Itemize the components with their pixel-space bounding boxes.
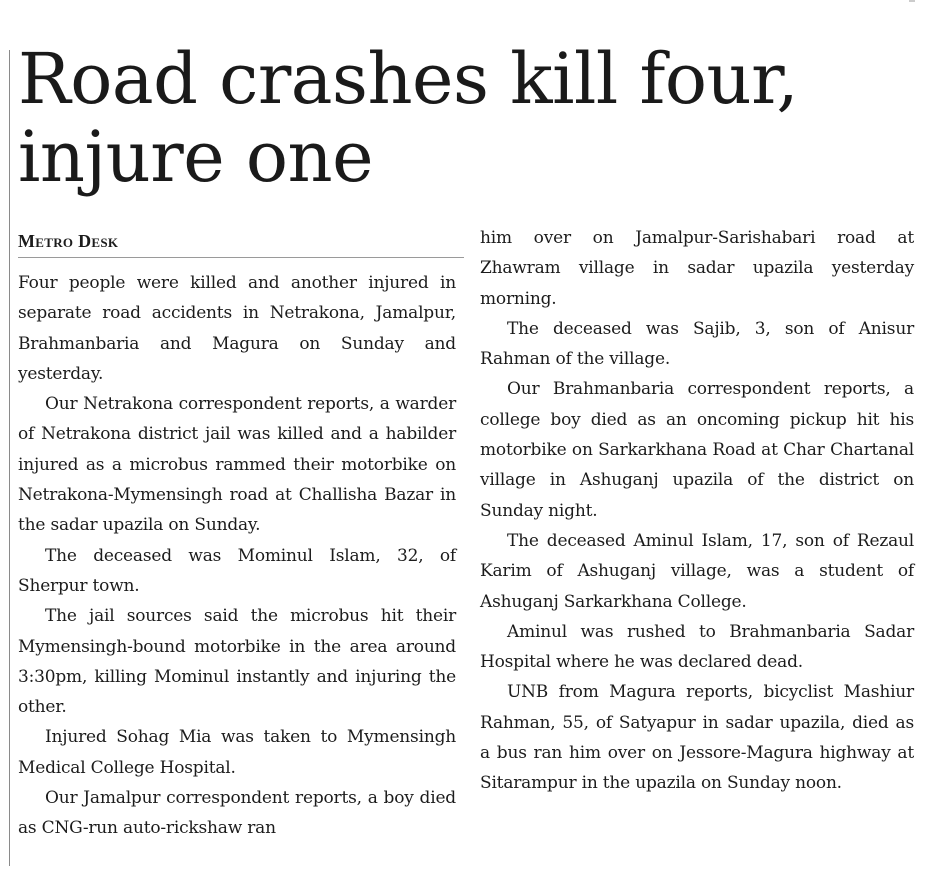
- paragraph: Our Jamalpur correspondent reports, a boy died as CNG-run auto-rickshaw ran: [18, 788, 456, 839]
- headline: Road crashes kill four, injure one: [18, 38, 799, 198]
- scan-mark: [909, 0, 915, 2]
- paragraph: Our Netrakona correspondent reports, a warder of Netrakona district jail was killed and a habilder injured as a microbus rammed their motorbike on Netrakona-Mymensingh road at Challisha Bazar in the sadar upazila on Sunday.: [18, 394, 456, 536]
- paragraph: Aminul was rushed to Brahmanbaria Sadar Hospital where he was declared dead.: [480, 621, 914, 673]
- paragraph: him over on Jamalpur-Sarishabari road at Zhawram village in sadar upazila yesterday morning.: [480, 228, 914, 309]
- paragraph: The deceased was Mominul Islam, 32, of Sherpur town.: [18, 545, 456, 596]
- column-rule: [9, 50, 10, 866]
- paragraph: UNB from Magura reports, bicyclist Mashiur Rahman, 55, of Satyapur in sadar upazila, died as a bus ran him over on Jessore-Magura highway at Sitarampur in the upazila on Sunday noon.: [480, 682, 914, 794]
- byline: Metro Desk: [18, 231, 464, 258]
- article-column-left: [18, 268, 456, 844]
- paragraph: Injured Sohag Mia was taken to Mymensingh Medical College Hospital.: [18, 727, 456, 778]
- paragraph: The deceased was Sajib, 3, son of Anisur Rahman of the village.: [480, 318, 914, 370]
- paragraph: The deceased Aminul Islam, 17, son of Rezaul Karim of Ashuganj village, was a student of Ashuganj Sarkarkhana College.: [480, 530, 914, 612]
- article-column-right: [480, 223, 914, 799]
- paragraph: Four people were killed and another injured in separate road accidents in Netrakona, Jamalpur, Brahmanbaria and Magura on Sunday and yesterday.: [18, 273, 456, 384]
- paragraph: Our Brahmanbaria correspondent reports, a college boy died as an oncoming pickup hit his motorbike on Sarkarkhana Road at Char Chartanal village in Ashuganj upazila of the district on Sunday night.: [480, 379, 914, 521]
- paragraph: The jail sources said the microbus hit their Mymensingh-bound motorbike in the area around 3:30pm, killing Mominul instantly and injuring the other.: [18, 606, 456, 718]
